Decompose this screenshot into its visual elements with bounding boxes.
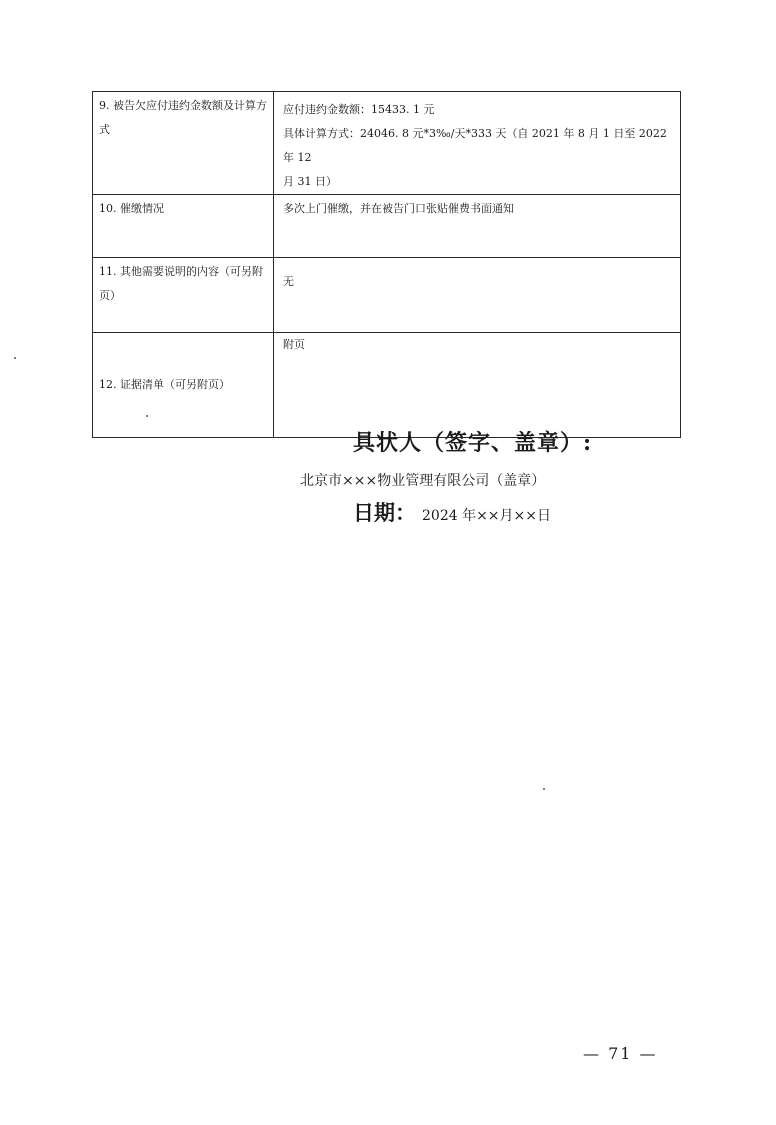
other-notes-text: 无 bbox=[283, 275, 294, 288]
row-content-collection-status bbox=[274, 195, 681, 258]
row-content-other-notes bbox=[274, 258, 681, 333]
penalty-calculation-text-continued: 月 31 日） bbox=[283, 175, 337, 188]
date-value: 2024 年××月××日 bbox=[422, 508, 552, 524]
signature-date bbox=[353, 497, 551, 527]
row-content-penalty-amount bbox=[274, 92, 681, 195]
table-row bbox=[93, 333, 681, 438]
penalty-amount-text: 应付违约金数额：15433. 1 元 bbox=[283, 103, 435, 116]
page-number: — 71 — bbox=[583, 1044, 658, 1063]
row-content-evidence-list bbox=[274, 333, 681, 438]
table-row bbox=[93, 258, 681, 333]
collection-status-text: 多次上门催缴，并在被告门口张贴催费书面通知 bbox=[283, 202, 514, 215]
penalty-calculation-text: 具体计算方式：24046. 8 元*3‰/天*333 天（自 2021 年 8 月 1 日至 2022 年 12 bbox=[283, 127, 667, 164]
scan-speck bbox=[543, 788, 545, 790]
row-label-penalty-amount: 9. 被告欠应付违约金数额及计算方式 bbox=[93, 92, 274, 195]
company-name: 北京市×××物业管理有限公司（盖章） bbox=[300, 473, 546, 489]
scan-speck bbox=[146, 415, 148, 417]
row-label-other-notes: 11. 其他需要说明的内容（可另附页） bbox=[93, 258, 274, 333]
scan-speck bbox=[14, 357, 16, 359]
evidence-list-text: 附页 bbox=[283, 338, 305, 351]
date-label: 日期： bbox=[353, 500, 416, 525]
table-row bbox=[93, 92, 681, 195]
row-label-evidence-list: 12. 证据清单（可另附页） bbox=[93, 333, 274, 438]
complaint-form-table bbox=[92, 91, 681, 438]
table-row bbox=[93, 195, 681, 258]
row-label-collection-status: 10. 催缴情况 bbox=[93, 195, 274, 258]
signer-title: 具状人（签字、盖章）: bbox=[353, 430, 593, 456]
